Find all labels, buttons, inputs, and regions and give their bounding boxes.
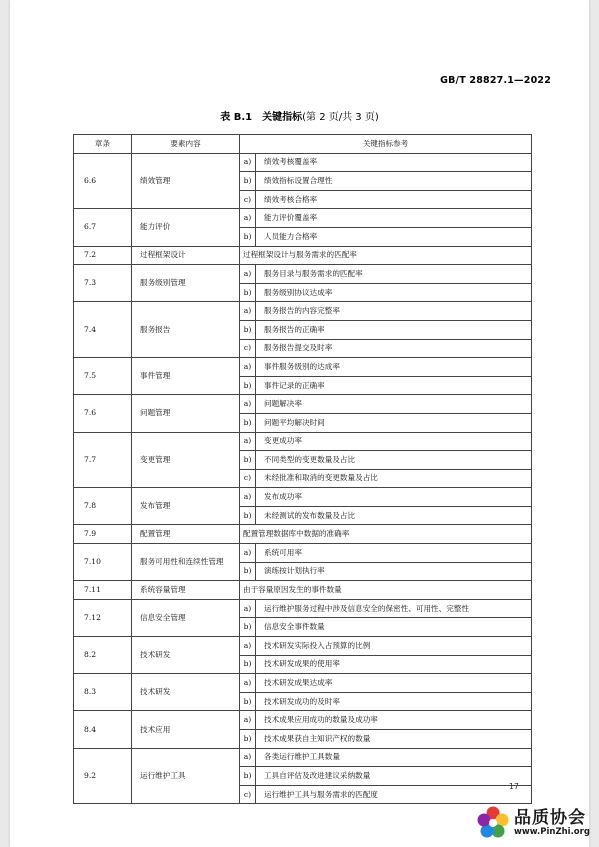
- indicator-marker: b): [240, 655, 256, 674]
- indicator-cell: 绩效考核合格率: [256, 190, 532, 209]
- indicator-cell: 绩效指标设置合理性: [256, 172, 532, 191]
- table-row: [74, 302, 532, 321]
- element-cell: 技术应用: [132, 711, 240, 748]
- chapter-cell: 7.7: [74, 432, 132, 488]
- element-cell: 运行维护工具: [132, 748, 240, 804]
- indicator-cell: 运行维护服务过程中涉及信息安全的保密性、可用性、完整性: [256, 599, 532, 618]
- indicator-marker: a): [240, 711, 256, 730]
- table-caption: [10, 108, 589, 123]
- indicator-marker: a): [240, 432, 256, 451]
- chapter-cell: 9.2: [74, 748, 132, 804]
- element-cell: 系统容量管理: [132, 581, 240, 600]
- indicator-marker: a): [240, 637, 256, 656]
- indicator-cell: 演练按计划执行率: [256, 562, 532, 581]
- element-cell: 技术研发: [132, 637, 240, 674]
- element-cell: 变更管理: [132, 432, 240, 488]
- indicator-marker: b): [240, 692, 256, 711]
- indicator-cell: 变更成功率: [256, 432, 532, 451]
- header-element: 要素内容: [132, 135, 240, 154]
- indicator-cell: 服务报告提交及时率: [256, 339, 532, 358]
- table-row: [74, 581, 532, 600]
- indicator-cell: 过程框架设计与服务需求的匹配率: [240, 246, 532, 265]
- element-cell: 服务报告: [132, 302, 240, 358]
- chapter-cell: 7.8: [74, 488, 132, 525]
- indicator-cell: 未经测试的发布数量及占比: [256, 506, 532, 525]
- key-indicators-table: [73, 134, 532, 804]
- document-page: [10, 0, 589, 847]
- element-cell: 技术研发: [132, 674, 240, 711]
- table-row: [74, 525, 532, 544]
- indicator-marker: c): [240, 190, 256, 209]
- chapter-cell: 7.3: [74, 265, 132, 302]
- table-row: [74, 246, 532, 265]
- chapter-cell: 7.5: [74, 358, 132, 395]
- chapter-cell: 8.2: [74, 637, 132, 674]
- indicator-cell: 技术成果获自主知识产权的数量: [256, 730, 532, 749]
- watermark: [470, 795, 599, 847]
- indicator-cell: 服务级别协议达成率: [256, 283, 532, 302]
- standard-number: GB/T 28827.1—2022: [440, 75, 551, 86]
- chapter-cell: 7.6: [74, 395, 132, 432]
- page-number: 17: [508, 782, 519, 791]
- indicator-cell: 服务报告的正确率: [256, 320, 532, 339]
- chapter-cell: 6.7: [74, 209, 132, 246]
- table-title: 表 B.1 关键指标: [220, 112, 303, 123]
- indicator-marker: b): [240, 227, 256, 246]
- indicator-cell: 人员能力合格率: [256, 227, 532, 246]
- chapter-cell: 6.6: [74, 153, 132, 209]
- element-cell: 配置管理: [132, 525, 240, 544]
- indicator-cell: 各类运行维护工具数量: [256, 748, 532, 767]
- table-row: [74, 599, 532, 618]
- table-row: [74, 637, 532, 656]
- indicator-cell: 信息安全事件数量: [256, 618, 532, 637]
- indicator-cell: 能力评价覆盖率: [256, 209, 532, 228]
- element-cell: 问题管理: [132, 395, 240, 432]
- table-row: [74, 432, 532, 451]
- element-cell: 能力评价: [132, 209, 240, 246]
- indicator-marker: b): [240, 320, 256, 339]
- header-chapter: 章条: [74, 135, 132, 154]
- indicator-cell: 运行维护工具与服务需求的匹配度: [256, 785, 532, 804]
- watermark-url: www.PinZhi.org: [514, 827, 590, 837]
- table-row: [74, 358, 532, 377]
- table-row: [74, 748, 532, 767]
- indicator-marker: a): [240, 395, 256, 414]
- indicator-marker: b): [240, 506, 256, 525]
- indicator-marker: a): [240, 209, 256, 228]
- chapter-cell: 8.4: [74, 711, 132, 748]
- indicator-marker: a): [240, 302, 256, 321]
- element-cell: 绩效管理: [132, 153, 240, 209]
- table-row: [74, 544, 532, 563]
- chapter-cell: 7.2: [74, 246, 132, 265]
- chapter-cell: 8.3: [74, 674, 132, 711]
- chapter-cell: 7.12: [74, 599, 132, 636]
- indicator-cell: 配置管理数据库中数据的准确率: [240, 525, 532, 544]
- indicator-cell: 技术研发实际投入占预算的比例: [256, 637, 532, 656]
- indicator-cell: 服务目录与服务需求的匹配率: [256, 265, 532, 284]
- element-cell: 发布管理: [132, 488, 240, 525]
- flower-logo-icon: [476, 805, 510, 839]
- chapter-cell: 7.10: [74, 544, 132, 581]
- indicator-marker: c): [240, 339, 256, 358]
- table-header-row: [74, 135, 532, 154]
- chapter-cell: 7.4: [74, 302, 132, 358]
- table-row: [74, 395, 532, 414]
- table-page-note: (第 2 页/共 3 页): [302, 112, 379, 123]
- indicator-cell: 工具自评估及改进建议采纳数量: [256, 767, 532, 786]
- element-cell: 信息安全管理: [132, 599, 240, 636]
- indicator-marker: a): [240, 153, 256, 172]
- indicator-marker: b): [240, 376, 256, 395]
- element-cell: 服务可用性和连续性管理: [132, 544, 240, 581]
- indicator-marker: b): [240, 172, 256, 191]
- indicator-cell: 绩效考核覆盖率: [256, 153, 532, 172]
- indicator-cell: 技术研发成果达成率: [256, 674, 532, 693]
- table-row: [74, 265, 532, 284]
- indicator-cell: 未经批准和取消的变更数量及占比: [256, 469, 532, 488]
- chapter-cell: 7.9: [74, 525, 132, 544]
- indicator-cell: 系统可用率: [256, 544, 532, 563]
- indicator-marker: b): [240, 283, 256, 302]
- indicator-marker: a): [240, 544, 256, 563]
- indicator-marker: a): [240, 265, 256, 284]
- table-row: [74, 711, 532, 730]
- table-row: [74, 209, 532, 228]
- indicator-marker: b): [240, 618, 256, 637]
- indicator-marker: a): [240, 674, 256, 693]
- indicator-cell: 技术研发成功的及时率: [256, 692, 532, 711]
- indicator-marker: b): [240, 562, 256, 581]
- indicator-cell: 技术研发成果的使用率: [256, 655, 532, 674]
- indicator-marker: a): [240, 748, 256, 767]
- element-cell: 过程框架设计: [132, 246, 240, 265]
- indicator-cell: 不同类型的变更数量及占比: [256, 451, 532, 470]
- indicator-marker: b): [240, 413, 256, 432]
- watermark-brand: 品质协会: [514, 808, 586, 828]
- indicator-cell: 事件记录的正确率: [256, 376, 532, 395]
- indicator-marker: a): [240, 599, 256, 618]
- indicator-marker: b): [240, 451, 256, 470]
- indicator-marker: c): [240, 785, 256, 804]
- indicator-cell: 发布成功率: [256, 488, 532, 507]
- indicator-cell: 技术成果应用成功的数量及成功率: [256, 711, 532, 730]
- indicator-cell: 问题平均解决时间: [256, 413, 532, 432]
- table-row: [74, 488, 532, 507]
- indicator-marker: b): [240, 730, 256, 749]
- header-indicator: 关键指标参考: [240, 135, 532, 154]
- element-cell: 事件管理: [132, 358, 240, 395]
- indicator-marker: c): [240, 469, 256, 488]
- indicator-marker: b): [240, 767, 256, 786]
- indicator-marker: a): [240, 488, 256, 507]
- indicator-marker: a): [240, 358, 256, 377]
- element-cell: 服务级别管理: [132, 265, 240, 302]
- indicator-cell: 事件服务级别的达成率: [256, 358, 532, 377]
- indicator-cell: 问题解决率: [256, 395, 532, 414]
- chapter-cell: 7.11: [74, 581, 132, 600]
- indicator-cell: 由于容量原因发生的事件数量: [240, 581, 532, 600]
- table-row: [74, 674, 532, 693]
- table-row: [74, 153, 532, 172]
- indicator-cell: 服务报告的内容完整率: [256, 302, 532, 321]
